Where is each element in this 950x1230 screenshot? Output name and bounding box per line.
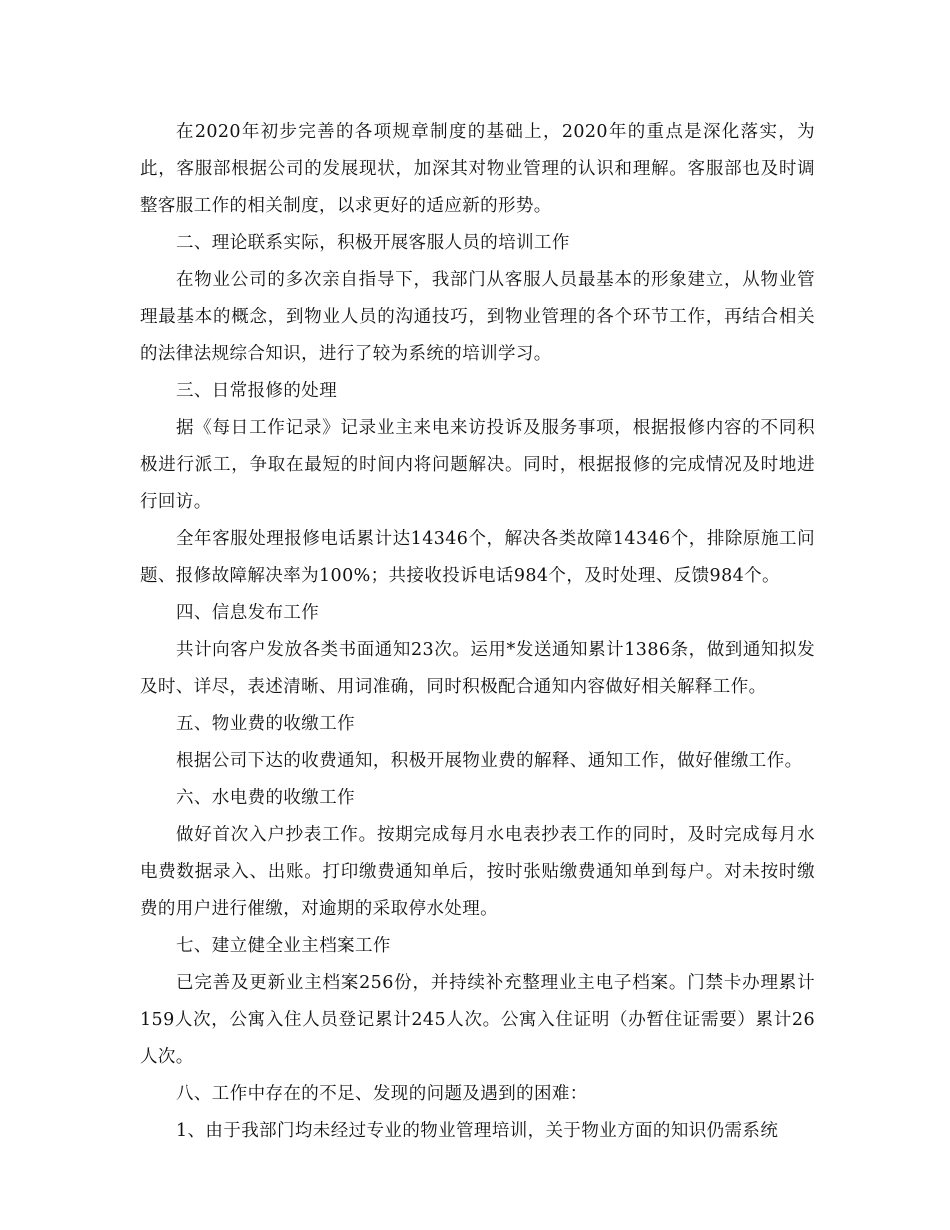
document-body bbox=[140, 114, 815, 1150]
section-heading-6: 六、水电费的收缴工作 bbox=[176, 788, 355, 808]
paragraph-shortcomings: 1、由于我部门均未经过专业的物业管理培训，关于物业方面的知识仍需系统 bbox=[176, 1121, 779, 1141]
paragraph-owner-archives: 已完善及更新业主档案256份，并持续补充整理业主电子档案。门禁卡办理累计159人次，公寓入住人员登记累计245人次。公寓入住证明（办暂住证需要）累计26人次。 bbox=[140, 973, 815, 1067]
section-heading-8: 八、工作中存在的不足、发现的问题及遇到的困难： bbox=[176, 1084, 588, 1104]
section-heading-7: 七、建立健全业主档案工作 bbox=[176, 936, 391, 956]
paragraph-utility-fee: 做好首次入户抄表工作。按期完成每月水电表抄表工作的同时，及时完成每月水电费数据录入、出账。打印缴费通知单后，按时张贴缴费通知单到每户。对未按时缴费的用户进行催缴，对逾期的采取停水处理。 bbox=[140, 825, 815, 919]
paragraph-training: 在物业公司的多次亲自指导下，我部门从客服人员最基本的形象建立，从物业管理最基本的概念，到物业人员的沟通技巧，到物业管理的各个环节工作，再结合相关的法律法规综合知识，进行了较为系统的培训学习。 bbox=[140, 270, 815, 364]
section-heading-5: 五、物业费的收缴工作 bbox=[176, 714, 355, 734]
section-heading-4: 四、信息发布工作 bbox=[176, 603, 320, 623]
paragraph-repair-stats: 全年客服处理报修电话累计达14346个，解决各类故障14346个，排除原施工问题、报修故障解决率为100%；共接收投诉电话984个，及时处理、反馈984个。 bbox=[140, 529, 815, 586]
paragraph-intro: 在2020年初步完善的各项规章制度的基础上，2020年的重点是深化落实，为此，客服部根据公司的发展现状，加深其对物业管理的认识和理解。客服部也及时调整客服工作的相关制度，以求更好的适应新的形势。 bbox=[140, 122, 815, 216]
section-heading-3: 三、日常报修的处理 bbox=[176, 381, 338, 401]
paragraph-notices: 共计向客户发放各类书面通知23次。运用*发送通知累计1386条，做到通知拟发及时、详尽，表述清晰、用词准确，同时积极配合通知内容做好相关解释工作。 bbox=[140, 640, 815, 697]
section-heading-2: 二、理论联系实际，积极开展客服人员的培训工作 bbox=[176, 233, 570, 253]
paragraph-repair-process: 据《每日工作记录》记录业主来电来访投诉及服务事项，根据报修内容的不同积极进行派工，争取在最短的时间内将问题解决。同时，根据报修的完成情况及时地进行回访。 bbox=[140, 418, 815, 512]
paragraph-property-fee: 根据公司下达的收费通知，积极开展物业费的解释、通知工作，做好催缴工作。 bbox=[176, 751, 803, 771]
